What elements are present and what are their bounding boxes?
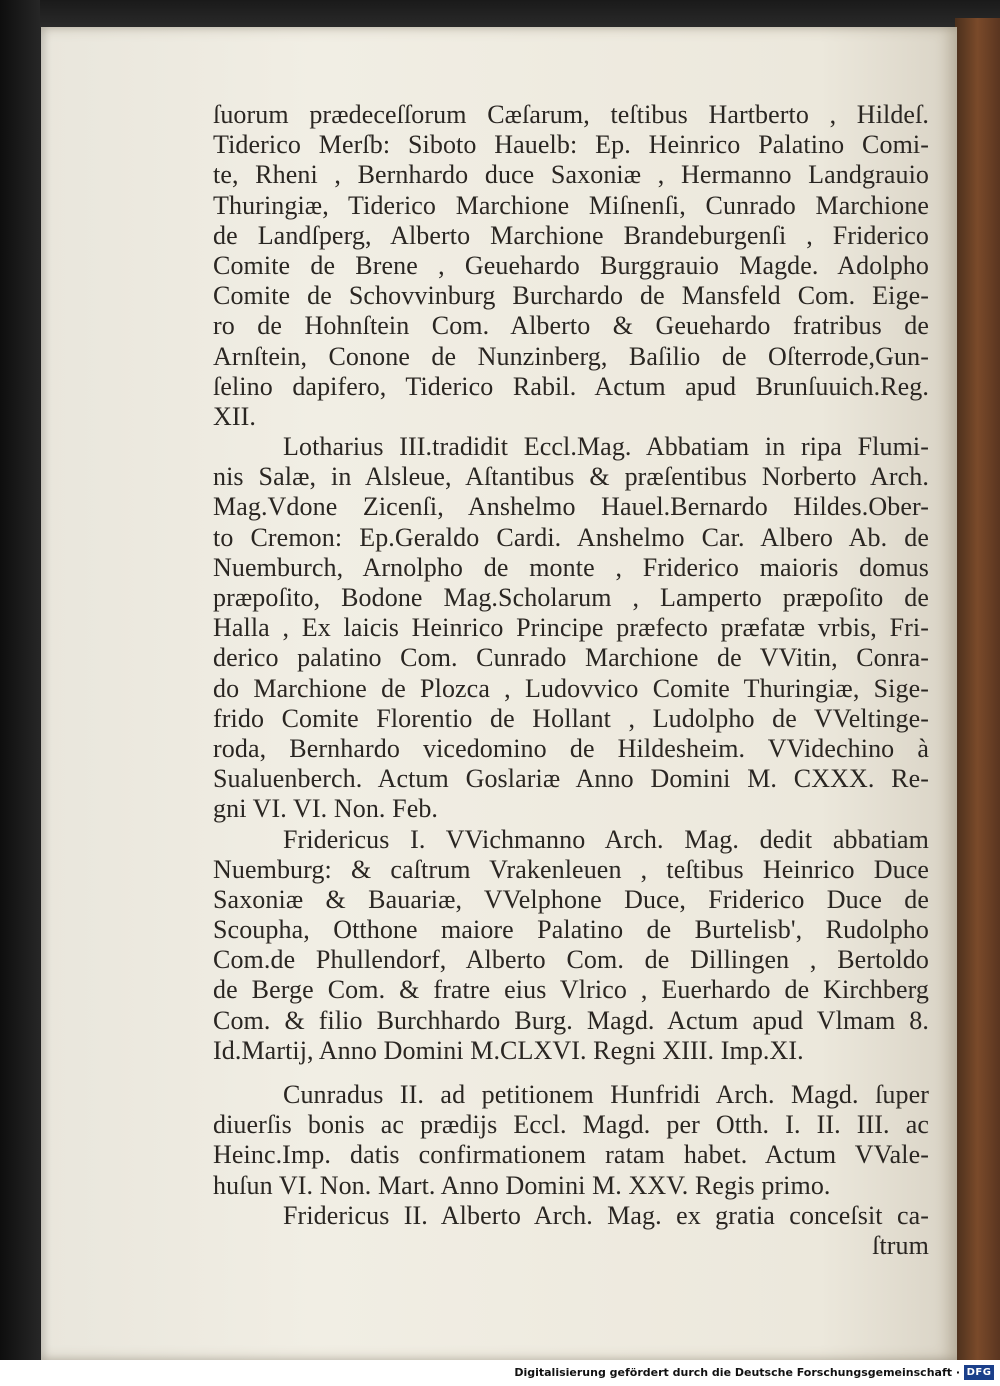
text-line: roda, Bernhardo vicedomino de Hildesheim. VVidechino à (213, 733, 929, 763)
paragraph-gap (213, 1066, 929, 1080)
book-top-edge (0, 0, 1000, 28)
text-line: Id.Martij, Anno Domini M.CLXVI. Regni XIII. Imp.XI. (213, 1035, 804, 1065)
text-line: Arnſtein, Conone de Nunzinberg, Baſilio de Oſterrode,Gun- (213, 341, 929, 371)
text-line: Tiderico Merſb: Siboto Hauelb: Ep. Heinrico Palatino Comi- (213, 130, 929, 160)
text-line: ſuorum prædeceſſorum Cæſarum, teſtibus Hartberto , Hildeſ. (213, 100, 929, 129)
text-line: de Berge Com. & fratre eius Vlrico , Euerhardo de Kirchberg (213, 975, 929, 1005)
text-line: Saxoniæ & Bauariæ, VVelphone Duce, Friderico Duce de (213, 884, 929, 914)
text-line: to Cremon: Ep.Geraldo Cardi. Anshelmo Car. Albero Ab. de (213, 522, 929, 552)
text-line: diuerſis bonis ac prædijs Eccl. Magd. per Otth. I. II. III. ac (213, 1110, 929, 1140)
text-line: ſtrum (872, 1230, 929, 1260)
text-line: huſun VI. Non. Mart. Anno Domini M. XXV. Regis primo. (213, 1170, 831, 1200)
text-line: nis Salæ, in Alsleue, Aſtantibus & præſentibus Norberto Arch. (213, 462, 929, 492)
text-line: do Marchione de Plozca , Ludovvico Comite Thuringiæ, Sige- (213, 673, 929, 703)
text-line: te, Rheni , Bernhardo duce Saxoniæ , Hermanno Landgrauio (213, 160, 929, 190)
text-line: præpoſito, Bodone Mag.Scholarum , Lamperto præpoſito de (213, 583, 929, 612)
text-line: Com.de Phullendorf, Alberto Com. de Dillingen , Bertoldo (213, 945, 929, 975)
text-line: ro de Hohnſtein Com. Alberto & Geuehardo fratribus de (213, 311, 929, 341)
text-line: gni VI. VI. Non. Feb. (213, 794, 439, 824)
page-text-block (213, 100, 929, 1261)
book-spine-edge (0, 0, 40, 1360)
text-line: derico palatino Com. Cunrado Marchione de VVitin, Conra- (213, 643, 929, 673)
text-line: ſelino dapifero, Tiderico Rabil. Actum apud Brunſuuich.Reg. (213, 371, 929, 401)
text-line: Fridericus I. VVichmanno Arch. Mag. dedit abbatiam (283, 824, 929, 854)
dfg-logo-icon: DFG (964, 1365, 994, 1380)
text-line: Nuemburch, Arnolpho de monte , Friderico maioris domus (213, 552, 929, 582)
text-line: Comite de Brene , Geuehardo Burggrauio Magde. Adolpho (213, 250, 929, 280)
text-line: Heinc.Imp. datis confirmationem ratam habet. Actum VVale- (213, 1140, 929, 1170)
funding-credit: Digitalisierung gefördert durch die Deutsche Forschungsgemeinschaft · (514, 1366, 960, 1379)
book-cover-edge (955, 18, 1000, 1360)
text-line: Fridericus II. Alberto Arch. Mag. ex gratia conceſsit ca- (283, 1200, 929, 1230)
text-line: Thuringiæ, Tiderico Marchione Miſnenſi, Cunrado Marchione (213, 190, 929, 220)
text-line: Halla , Ex laicis Heinrico Principe præfecto præfatæ vrbis, Fri- (213, 613, 929, 643)
text-line: Lotharius III.tradidit Eccl.Mag. Abbatiam in ripa Flumi- (283, 432, 929, 462)
text-line: Cunradus II. ad petitionem Hunfridi Arch. Magd. ſuper (283, 1080, 929, 1109)
text-line: Com. & filio Burchhardo Burg. Magd. Actum apud Vlmam 8. (213, 1005, 929, 1035)
text-line: Nuemburg: & caſtrum Vrakenleuen , teſtibus Heinrico Duce (213, 854, 929, 884)
text-line: Scoupha, Otthone maiore Palatino de Burtelisb', Rudolpho (213, 915, 929, 945)
text-line: Comite de Schovvinburg Burchardo de Mansfeld Com. Eige- (213, 281, 929, 311)
text-line: Mag.Vdone Zicenſi, Anshelmo Hauel.Bernardo Hildes.Ober- (213, 492, 929, 522)
text-line: Sualuenberch. Actum Goslariæ Anno Domini M. CXXX. Re- (213, 764, 929, 794)
digitization-footer (0, 1360, 1000, 1386)
text-line: XII. (213, 401, 256, 431)
text-line: frido Comite Florentio de Hollant , Ludolpho de VVeltinge- (213, 703, 929, 733)
text-line: de Landſperg, Alberto Marchione Brandeburgenſi , Friderico (213, 220, 929, 250)
